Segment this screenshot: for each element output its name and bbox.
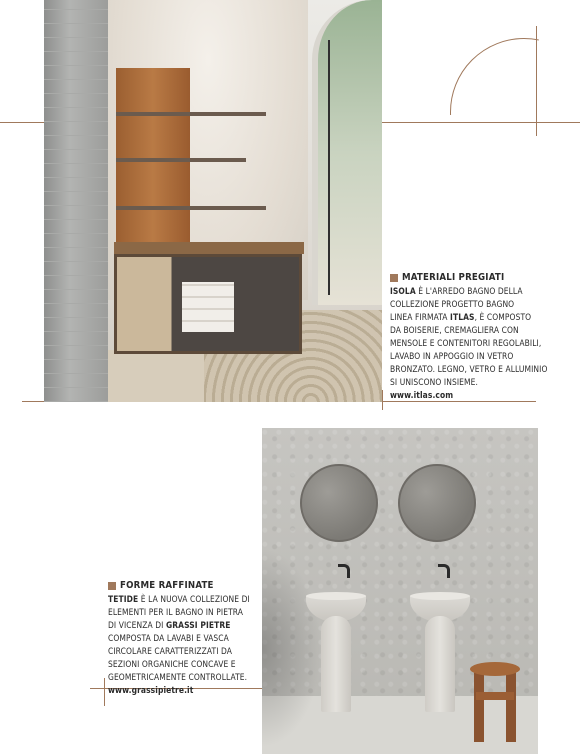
divider-line-top-left [0,122,44,123]
photo-shelf [116,206,266,210]
photo-pedestal-right [425,616,455,712]
caption-line: SI UNISCONO INSIEME. [390,377,478,387]
photo-brick-wall [44,0,108,402]
photo-wooden-stool [470,662,520,742]
photo-round-mirror-left [300,464,378,542]
photo-faucet-right [438,564,450,578]
photo-faucet-left [338,564,350,578]
photo-round-mirror-right [398,464,476,542]
caption-line: COLLEZIONE PROGETTO BAGNO [390,299,515,309]
photo-arched-window [312,0,382,305]
caption-line: LINEA FIRMATA ITLAS, È COMPOSTO [390,312,532,322]
caption-line: BRONZATO. LEGNO, VETRO E ALLUMINIO [390,364,548,374]
heading-square-icon [390,274,398,282]
caption-materiali-pregiati [390,271,548,402]
caption-line: CIRCOLARE CARATTERIZZATI DA [108,646,233,656]
heading-square-icon [108,582,116,590]
photo-vanity-top [114,242,304,254]
divider-line-vertical-mid [382,390,383,410]
website-link[interactable]: www.itlas.com [390,390,454,400]
decorative-arc [450,38,580,186]
caption-line: SEZIONI ORGANICHE CONCAVE E [108,659,236,669]
divider-line-vertical-low [104,678,105,706]
caption-line: DI VICENZA DI GRASSI PIETRE [108,620,231,630]
caption-line: COMPOSTA DA LAVABI E VASCA [108,633,229,643]
photo-pedestal-left [321,616,351,712]
caption-line: LAVABO IN APPOGGIO IN VETRO [390,351,514,361]
section-heading [108,579,250,592]
photo-shelf [116,158,246,162]
heading-text: FORME RAFFINATE [120,580,214,591]
photo-towels [182,282,234,332]
caption-line: ISOLA È L'ARREDO BAGNO DELLA [390,286,523,296]
photo-isola-vanity [44,0,382,402]
caption-line: GEOMETRICAMENTE CONTROLLATE. [108,672,248,682]
photo-tetide-sinks [262,428,538,754]
website-link[interactable]: www.grassipietre.it [108,685,194,695]
divider-line-top-right [382,122,580,123]
caption-line: ELEMENTI PER IL BAGNO IN PIETRA [108,607,244,617]
heading-text: MATERIALI PREGIATI [402,272,505,283]
caption-line: TETIDE È LA NUOVA COLLEZIONE DI [108,594,250,604]
section-heading [390,271,548,284]
caption-line: MENSOLE E CONTENITORI REGOLABILI, [390,338,542,348]
caption-line: DA BOISERIE, CREMAGLIERA CON [390,325,519,335]
photo-plant-shadow [262,548,322,748]
photo-shelf [116,112,266,116]
caption-forme-raffinate [108,579,250,697]
